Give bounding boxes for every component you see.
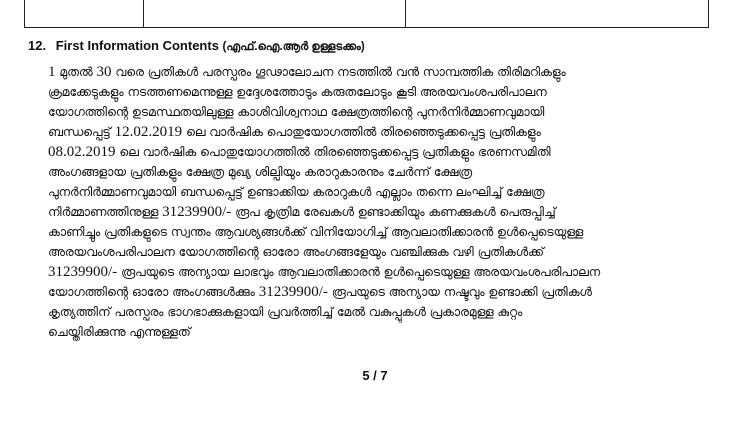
text-line: അംഗങ്ങളായ പ്രതികളും ക്ഷേത്ര മുഖ്യ ശില്പിയും കരാറുകാരനും ചേർന്ന് ക്ഷേത്ര (48, 165, 472, 179)
text-line: 1 മുതൽ 30 വരെ പ്രതികൾ പരസ്പരം ഗൂഢാലോചന നടത്തിൽ വൻ സാമ്പത്തിക തിരിമറികളും (48, 64, 566, 80)
text-line: അരയവംശപരിപാലന യോഗത്തിന്റെ ഓരോ അംഗങ്ങളേയും വഞ്ചിക്കുക വഴി പ്രതികൾക്ക് (48, 245, 544, 259)
text-line: ചെയ്തിരിക്കുന്നു എന്നുള്ളത് (48, 325, 191, 339)
text-line: 31239900/- രൂപയുടെ അന്യായ ലാഭവും ആവലാതിക്കാരൻ ഉൾപ്പെടെയുള്ള അരയവംശപരിപാലന (48, 264, 601, 280)
section-heading (28, 38, 365, 54)
text-line: കാണിച്ചും പ്രതികളുടെ സ്വന്തം ആവശ്യങ്ങൾക്ക് വിനിയോഗിച്ച് ആവലാതിക്കാരൻ ഉൾപ്പെടെയുള്ള (48, 225, 584, 239)
table-column-divider (405, 0, 406, 27)
previous-section-table (24, 0, 709, 28)
text-line: 08.02.2019 ലെ വാർഷിക പൊതുയോഗത്തിൽ തിരഞ്ഞെടുക്കപ്പെട്ട പ്രതികളും ഭരണസമിതി (48, 144, 551, 160)
page-number: 5 / 7 (362, 368, 388, 383)
first-information-text (48, 62, 708, 342)
table-column-divider (143, 0, 144, 27)
text-line: യോഗത്തിന്റെ ഓരോ അംഗങ്ങൾക്കും 31239900/- രൂപയുടെ അന്യായ നഷ്ടവും ഉണ്ടാക്കി പ്രതികൾ (48, 284, 592, 300)
section-title-malayalam: (എഫ്.ഐ.ആർ ഉള്ളടക്കം) (222, 41, 365, 53)
text-line: നിർമ്മാണത്തിനുള്ള 31239900/- രൂപ കൃത്രിമ രേഖകൾ ഉണ്ടാക്കിയും കണക്കുകൾ പെരുപ്പിച്ച് (48, 204, 556, 220)
text-line: പുനർനിർമ്മാണവുമായി ബന്ധപ്പെട്ട് ഉണ്ടാക്കിയ കരാറുകൾ എല്ലാം തന്നെ ലംഘിച്ച് ക്ഷേത്ര (48, 185, 545, 199)
section-number: 12. (28, 38, 47, 53)
text-line: ബന്ധപ്പെട്ട് 12.02.2019 ലെ വാർഷിക പൊതുയോഗത്തിൽ തിരഞ്ഞെടുക്കപ്പെട്ട പ്രതികളും (48, 124, 541, 140)
text-line: ക്രമക്കേടുകളും നടത്തണമെന്നുള്ള ഉദ്ദേശത്തോടും കരുതലോടും കൂടി അരയവംശപരിപാലന (48, 85, 547, 99)
section-title: First Information Contents (55, 38, 219, 53)
text-line: കൃത്യത്തിന് പരസ്പരം ഭാഗഭാക്കുകളായി പ്രവർത്തിച്ച് മേൽ വകുപ്പുകൾ പ്രകാരമുള്ള കുറ്റം (48, 305, 523, 319)
text-line: യോഗത്തിന്റെ ഉടമസ്ഥതയിലുള്ള കാശിവിശ്വനാഥ ക്ഷേത്രത്തിന്റെ പുനർനിർമ്മാണവുമായി (48, 105, 545, 119)
